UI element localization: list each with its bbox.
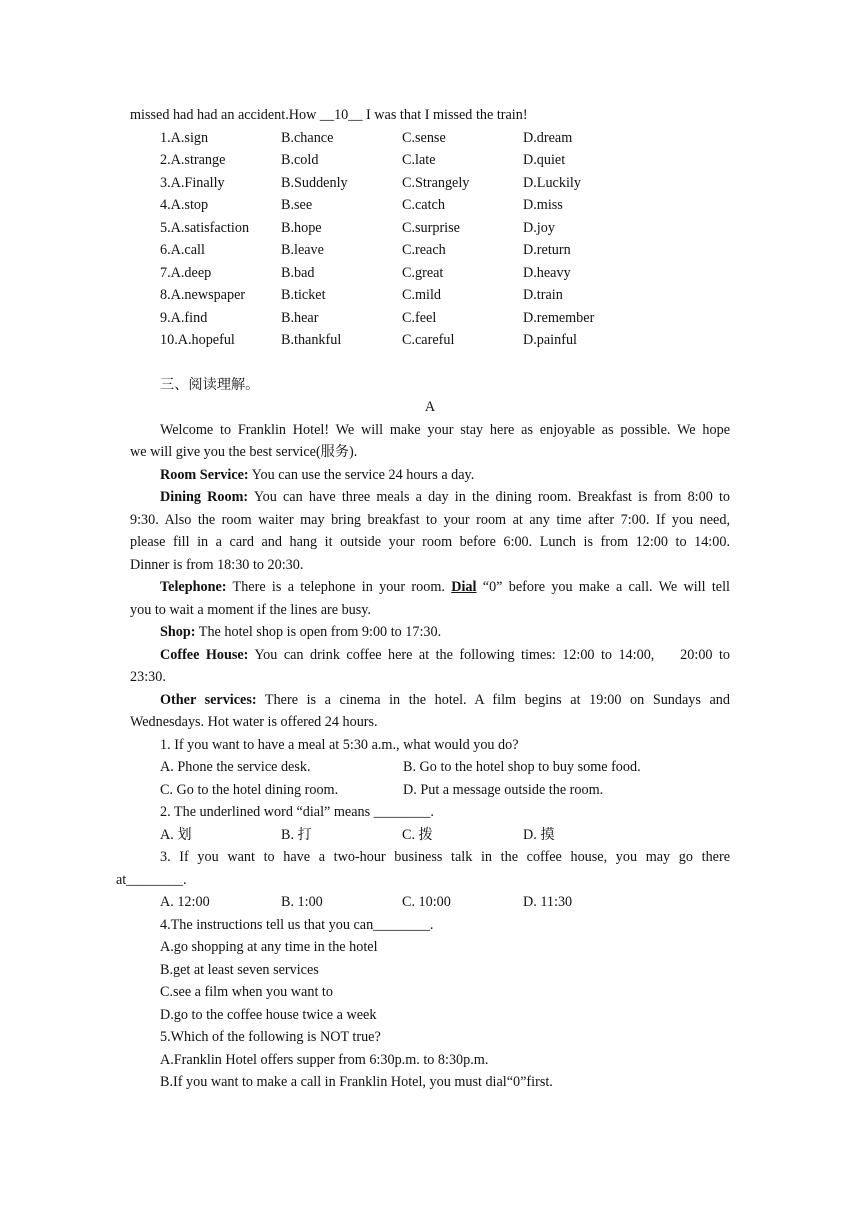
- option: B. 打: [281, 826, 312, 843]
- room-service: Room Service: You can use the service 24 hours a day.: [160, 466, 475, 483]
- paragraph-line: at________.: [116, 871, 187, 888]
- option: 3.A.Finally: [160, 174, 225, 191]
- option: C.see a film when you want to: [160, 984, 333, 1000]
- paragraph-line: Wednesdays. Hot water is offered 24 hours.: [130, 714, 378, 730]
- option: B.ticket: [281, 287, 326, 303]
- option: C.catch: [402, 197, 445, 213]
- option: 10.A.hopeful: [160, 332, 235, 348]
- option-row: [130, 172, 730, 195]
- paragraph-line: please fill in a card and hang it outside your room before 6:00. Lunch is from 12:00 to 14:00.: [130, 534, 730, 550]
- option-row: [130, 194, 730, 217]
- document-page: [116, 104, 731, 1094]
- option: B.thankful: [281, 332, 342, 348]
- other-services: Other services: There is a cinema in the hotel. A film begins at 19:00 on Sundays and: [160, 691, 730, 708]
- option-row: [130, 284, 730, 307]
- section-label: Dining Room:: [160, 489, 249, 505]
- option: B.If you want to make a call in Franklin Hotel, you must dial“0”first.: [160, 1074, 553, 1090]
- option: C.mild: [402, 287, 442, 303]
- section-label: Shop:: [160, 624, 196, 640]
- question: 4.The instructions tell us that you can________.: [160, 916, 434, 933]
- option: B.cold: [281, 152, 319, 168]
- option: 7.A.deep: [160, 264, 212, 281]
- option: A.Franklin Hotel offers supper from 6:30p.m. to 8:30p.m.: [160, 1051, 489, 1068]
- option: A.go shopping at any time in the hotel: [160, 939, 378, 955]
- option: A. Phone the service desk.: [160, 759, 311, 775]
- option: D.remember: [523, 309, 595, 326]
- option-row: [130, 127, 730, 150]
- cloze-options: [130, 127, 730, 352]
- question: 3. If you want to have a two-hour business talk in the coffee house, you may go there: [160, 849, 730, 865]
- option: D.Luckily: [523, 174, 581, 191]
- option: B.chance: [281, 129, 334, 146]
- option: C.sense: [402, 129, 446, 146]
- dining-room: Dining Room: You can have three meals a day in the dining room. Breakfast is from 8:00 to: [160, 489, 731, 505]
- option: B.leave: [281, 242, 324, 258]
- option: C.careful: [402, 332, 455, 348]
- option: 9.A.find: [160, 309, 208, 326]
- option: A. 划: [160, 826, 192, 843]
- section-label: Coffee House:: [160, 646, 249, 663]
- option: D.dream: [523, 129, 573, 146]
- option: D.heavy: [523, 264, 571, 281]
- coffee-house: Coffee House: You can drink coffee here at the following times: 12:00 to 14:00, 20:00 to: [160, 646, 731, 663]
- option: C.surprise: [402, 219, 460, 236]
- option: 1.A.sign: [160, 129, 209, 146]
- option: C.late: [402, 152, 436, 168]
- option: D.quiet: [523, 152, 566, 168]
- option: C.feel: [402, 309, 437, 326]
- option: C.great: [402, 264, 444, 281]
- option: D. 摸: [523, 826, 555, 843]
- paragraph-line: we will give you the best service(服务).: [130, 444, 358, 460]
- telephone: Telephone: There is a telephone in your room. Dial “0” before you make a call. We will tell: [160, 579, 730, 595]
- paragraph-line: Welcome to Franklin Hotel! We will make your stay here as enjoyable as possible. We hope: [160, 421, 730, 438]
- section-title: 三、阅读理解。: [160, 376, 260, 393]
- option: 8.A.newspaper: [160, 287, 246, 303]
- option-row: [130, 239, 730, 262]
- option: D. Put a message outside the room.: [403, 781, 604, 798]
- option: C.Strangely: [402, 174, 470, 191]
- option: D.miss: [523, 197, 563, 213]
- option: B.bad: [281, 264, 315, 281]
- intro-tail: missed had had an accident.How __10__ I was that I missed the train!: [130, 107, 528, 123]
- passage-label: A: [424, 399, 436, 415]
- option-row: [130, 891, 730, 914]
- option: 5.A.satisfaction: [160, 219, 250, 236]
- option-row: [130, 262, 730, 285]
- question: 1. If you want to have a meal at 5:30 a.m., what would you do?: [160, 736, 519, 753]
- option: A. 12:00: [160, 894, 210, 910]
- option-row: [130, 149, 730, 172]
- option: D.go to the coffee house twice a week: [160, 1006, 377, 1023]
- section-label: Other services:: [160, 691, 257, 708]
- option: B.get at least seven services: [160, 961, 319, 978]
- section-label: Telephone:: [160, 579, 227, 595]
- option: D.train: [523, 287, 563, 303]
- option-row: [130, 329, 730, 352]
- option: B.hope: [281, 219, 322, 236]
- option: C.reach: [402, 242, 446, 258]
- option: D. 11:30: [523, 894, 573, 910]
- option: D.joy: [523, 219, 555, 236]
- option: D.return: [523, 242, 571, 258]
- shop: Shop: The hotel shop is open from 9:00 to 17:30.: [160, 624, 442, 640]
- option-row: [130, 824, 730, 847]
- paragraph-line: Dinner is from 18:30 to 20:30.: [130, 556, 304, 573]
- option: 4.A.stop: [160, 197, 209, 213]
- paragraph-line: 9:30. Also the room waiter may bring breakfast to your room at any time after 7:00. If you need,: [130, 511, 730, 528]
- option: 2.A.strange: [160, 152, 226, 168]
- option-row: [130, 217, 730, 240]
- paragraph-line: you to wait a moment if the lines are busy.: [130, 601, 371, 618]
- question: 2. The underlined word “dial” means ________.: [160, 804, 434, 820]
- option: D.painful: [523, 332, 577, 348]
- underlined-word: Dial: [451, 579, 477, 595]
- section-label: Room Service:: [160, 466, 249, 483]
- option-row: [130, 779, 730, 802]
- option: B.see: [281, 197, 313, 213]
- option: B.hear: [281, 309, 319, 326]
- option: B. Go to the hotel shop to buy some food.: [403, 759, 641, 775]
- question: 5.Which of the following is NOT true?: [160, 1029, 381, 1045]
- paragraph-line: 23:30.: [130, 669, 166, 685]
- option: C. Go to the hotel dining room.: [160, 781, 339, 798]
- option: B.Suddenly: [281, 174, 348, 191]
- option: B. 1:00: [281, 894, 323, 910]
- option: 6.A.call: [160, 242, 205, 258]
- option: C. 拨: [402, 826, 433, 843]
- option: C. 10:00: [402, 894, 451, 910]
- option-row: [130, 756, 730, 779]
- option-row: [130, 307, 730, 330]
